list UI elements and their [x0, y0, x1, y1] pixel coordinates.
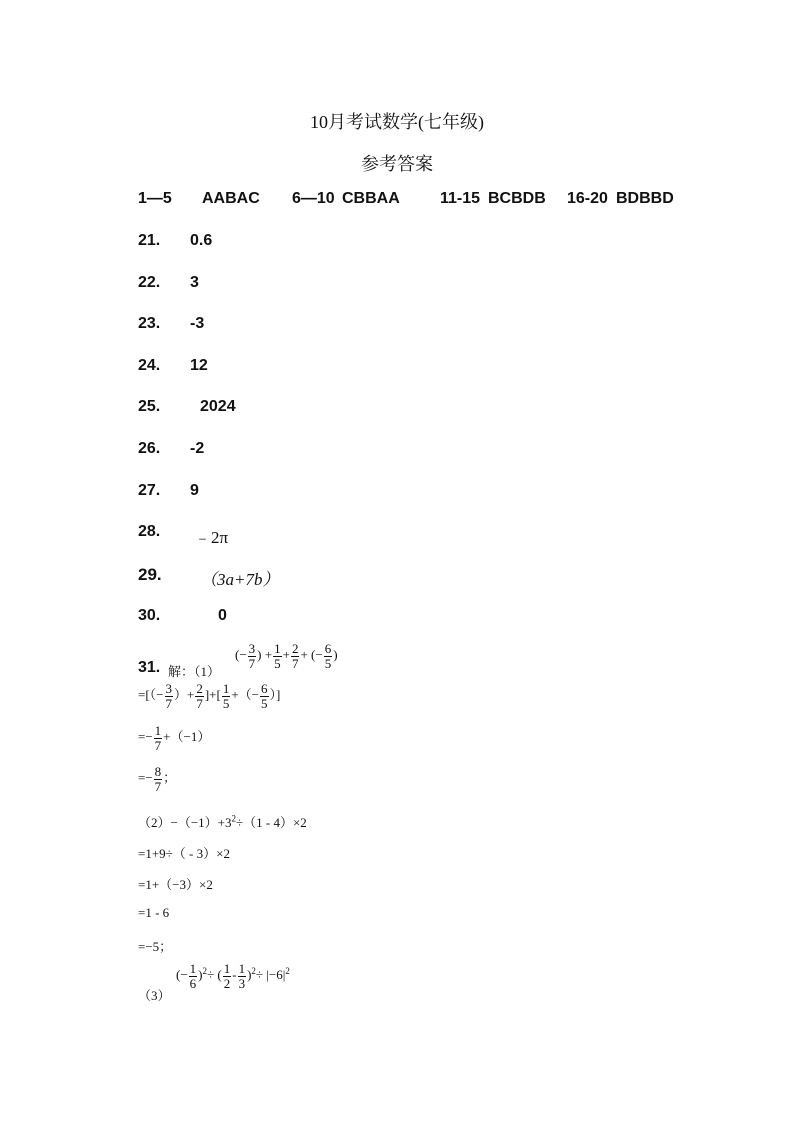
denominator: 7: [196, 695, 203, 711]
answer-item-26: [138, 440, 538, 462]
exponent: 2: [231, 813, 236, 824]
question-number: 28.: [138, 523, 161, 540]
math-text: ）+: [174, 687, 195, 703]
answer-value: 2024: [200, 398, 236, 415]
part2-step3: =1 - 6: [138, 905, 170, 920]
answer-item-27: [138, 482, 538, 504]
math-text: =−: [138, 770, 153, 786]
math-text: ÷ (: [207, 967, 222, 983]
exponent: 2: [202, 965, 208, 976]
numerator: 1: [222, 681, 230, 696]
math-text: ]+[: [204, 687, 221, 703]
solution-label: 解：（1）: [168, 664, 221, 679]
question-number: 23.: [138, 315, 161, 332]
fraction: [248, 642, 257, 670]
question-number: 25.: [138, 398, 161, 415]
math-text: ): [247, 967, 252, 983]
numerator: 3: [248, 641, 256, 656]
question-number: 26.: [138, 440, 161, 457]
numerator: 6: [261, 681, 268, 696]
answer-item-30: [138, 607, 538, 629]
math-text: （2）−（−1）+3: [138, 815, 232, 830]
part3-expression: [176, 962, 290, 990]
mc-range: 16-20: [567, 190, 608, 207]
math-text: (−: [176, 967, 188, 983]
part1-expression: [235, 642, 338, 670]
math-text: ）]: [269, 687, 281, 703]
denominator: 6: [189, 975, 197, 991]
page-title: 10月考试数学(七年级): [310, 112, 484, 132]
answer-value: 9: [190, 482, 199, 499]
answer-item-28: [138, 523, 538, 545]
math-text: =[（−: [138, 687, 164, 703]
mc-answers: CBBAA: [342, 190, 400, 207]
numerator: 6: [324, 641, 332, 656]
denominator: 5: [274, 655, 281, 671]
numerator: 1: [223, 961, 231, 976]
part2-step2: =1+（−3）×2: [138, 877, 213, 892]
fraction: [291, 642, 300, 670]
denominator: 7: [165, 695, 172, 711]
fraction: [189, 962, 198, 990]
mc-answers-row: [0, 190, 794, 212]
numerator: 1: [189, 961, 197, 976]
answer-item-29: [138, 565, 538, 587]
math-text: + (−: [300, 647, 323, 663]
answer-item-21: [138, 232, 538, 254]
part1-step2: [138, 724, 210, 752]
fraction: [238, 962, 247, 990]
math-text: =−: [138, 729, 153, 745]
math-text: (−: [235, 647, 247, 663]
numerator: 2: [291, 641, 299, 656]
math-text: +: [282, 647, 290, 663]
fraction: [324, 642, 333, 670]
denominator: 7: [154, 737, 162, 753]
part3-label: （3）: [138, 988, 171, 1003]
math-text: ；: [163, 770, 177, 786]
answer-value: 3: [190, 274, 199, 291]
question-number: 22.: [138, 274, 161, 291]
denominator: 7: [291, 655, 299, 671]
question-number: 31.: [138, 659, 161, 676]
answer-value: -3: [190, 315, 205, 332]
math-text: -: [232, 967, 237, 983]
denominator: 5: [261, 695, 268, 711]
math-text: ÷ |−6|: [255, 967, 286, 983]
math-text: ): [333, 647, 338, 663]
part1-step1: [138, 682, 280, 710]
question-number: 21.: [138, 232, 161, 249]
denominator: 7: [248, 655, 256, 671]
question-number: 27.: [138, 482, 161, 499]
fraction: [223, 962, 232, 990]
mc-range: 1—5: [138, 190, 172, 207]
fraction: [260, 682, 269, 710]
math-text: ): [198, 967, 203, 983]
part2-step1: =1+9÷（ - 3）×2: [138, 846, 230, 861]
question-number: 29.: [138, 565, 162, 584]
answer-item-24: [138, 357, 538, 379]
numerator: 8: [154, 764, 162, 779]
answer-value: ﹣2π: [194, 528, 229, 547]
denominator: 5: [222, 695, 230, 711]
numerator: 1: [238, 961, 246, 976]
mc-range: 6—10: [292, 190, 335, 207]
mc-range: 11-15: [440, 190, 481, 207]
fraction: [165, 682, 174, 710]
numerator: 3: [165, 681, 172, 696]
denominator: 5: [324, 655, 332, 671]
question-31-number: [138, 659, 160, 677]
math-text: ) +: [257, 647, 273, 663]
answer-item-23: [138, 315, 538, 337]
mc-answers: BDBBD: [616, 190, 674, 207]
numerator: 1: [154, 723, 162, 738]
fraction: [195, 682, 204, 710]
part2-step4: =−5；: [138, 939, 173, 954]
answer-item-25: [138, 398, 538, 420]
answer-value: 0.6: [190, 232, 213, 249]
answer-value: 12: [190, 357, 208, 374]
answer-item-22: [138, 274, 538, 296]
mc-answers: BCBDB: [488, 190, 546, 207]
numerator: 1: [274, 641, 281, 656]
question-number: 24.: [138, 357, 161, 374]
part1-step3: [138, 765, 176, 793]
fraction: [222, 682, 231, 710]
answer-value: （3a+7b）: [200, 570, 280, 589]
answer-value: 0: [218, 607, 227, 624]
math-text: +（−: [231, 687, 260, 703]
exponent: 2: [285, 965, 290, 976]
denominator: 7: [154, 778, 162, 794]
denominator: 3: [238, 975, 246, 991]
part2-expression: [138, 812, 307, 831]
denominator: 2: [223, 975, 231, 991]
question-number: 30.: [138, 607, 161, 624]
fraction: [154, 765, 163, 793]
math-text: ÷（1 - 4）×2: [236, 815, 307, 830]
math-text: +（−1）: [163, 729, 211, 745]
mc-answers: AABAC: [202, 190, 260, 207]
exponent: 2: [251, 965, 256, 976]
numerator: 2: [196, 681, 203, 696]
fraction: [273, 642, 282, 670]
fraction: [154, 724, 163, 752]
page-subtitle: 参考答案: [361, 154, 433, 174]
answer-value: -2: [190, 440, 205, 457]
